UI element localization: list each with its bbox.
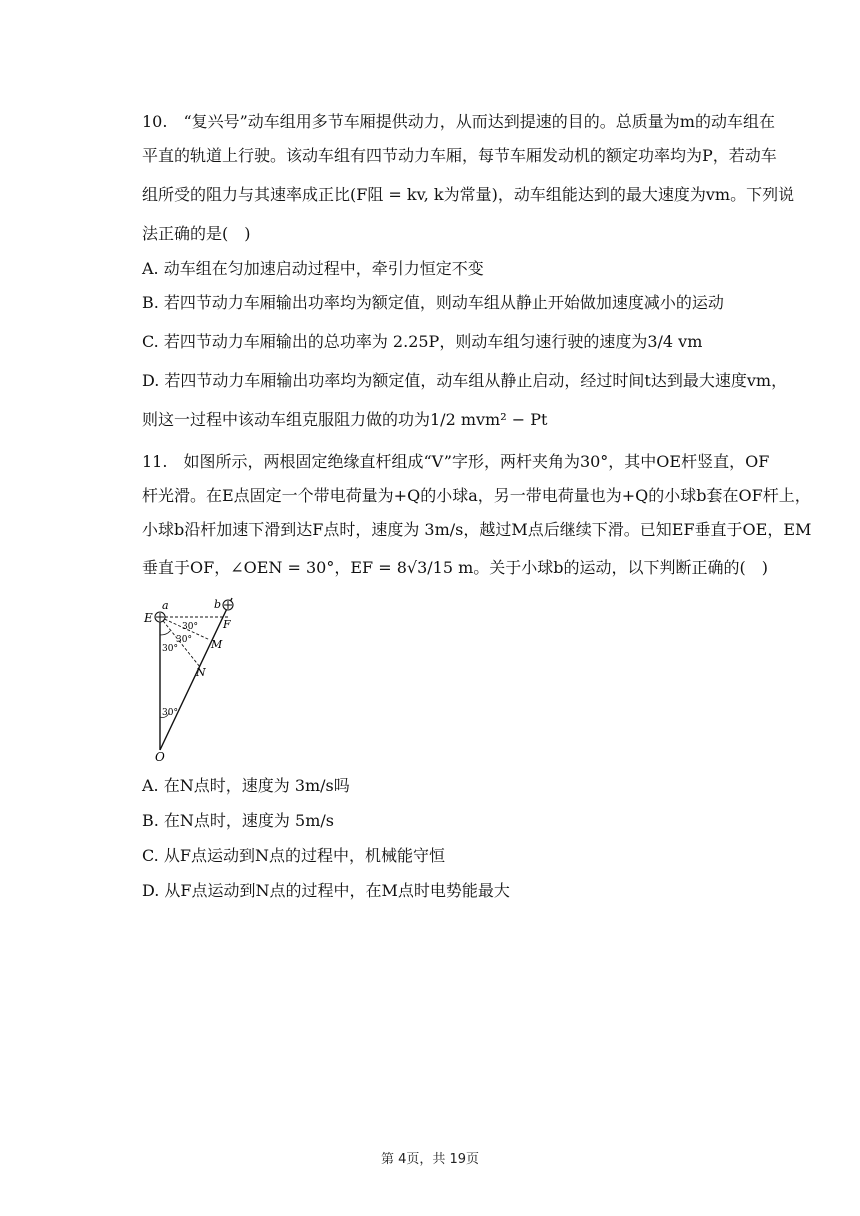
q10-line-2: 平直的轨道上行驶。该动车组有四节动力车厢，每节车厢发动机的额定功率均为P，若动车 (142, 146, 777, 165)
v-shaped-rods-figure (140, 595, 250, 765)
q10-line-1: 10. “复兴号”动车组用多节车厢提供动力，从而达到提速的目的。总质量为m的动车组在 (142, 112, 775, 131)
q10-option-a: A. 动车组在匀加速启动过程中，牵引力恒定不变 (142, 259, 484, 278)
q10-option-d-line-1: D. 若四节动力车厢输出功率均为额定值，动车组从静止启动，经过时间t达到最大速度vm， (142, 371, 788, 390)
angle-label-3: 30° (162, 644, 178, 654)
q10-option-c: C. 若四节动力车厢输出的总功率为 2.25P，则动车组匀速行驶的速度为3/4 vm (142, 332, 703, 351)
q11-option-d: D. 从F点运动到N点的过程中，在M点时电势能最大 (142, 881, 510, 900)
q10-line-3: 组所受的阻力与其速率成正比(F阻 = kv, k为常量)，动车组能达到的最大速度为vm。下列说 (142, 185, 795, 204)
q11-line-2: 杆光滑。在E点固定一个带电荷量为+Q的小球a，另一带电荷量也为+Q的小球b套在OF杆上， (142, 486, 811, 505)
q11-option-a: A. 在N点时，速度为 3m/s吗 (142, 776, 350, 795)
q10-option-b: B. 若四节动力车厢输出功率均为额定值，则动车组从静止开始做加速度减小的运动 (142, 293, 724, 312)
q11-line-4: 垂直于OF，∠OEN = 30°，EF = 8√3/15 m。关于小球b的运动，以下判断正确的( ) (142, 558, 769, 577)
angle-label-2: 30° (176, 635, 192, 645)
q11-option-c: C. 从F点运动到N点的过程中，机械能守恒 (142, 846, 445, 865)
label-a: a (162, 599, 169, 612)
page-number-footer: 第 4页，共 19页 (380, 1152, 480, 1167)
q11-line-1: 11. 如图所示，两根固定绝缘直杆组成“V”字形，两杆夹角为30°，其中OE杆竖直，OF (142, 452, 770, 471)
q11-line-3: 小球b沿杆加速下滑到达F点时，速度为 3m/s，越过M点后继续下滑。已知EF垂直于OE，EM (142, 520, 812, 539)
q10-line-4: 法正确的是( ) (142, 224, 251, 243)
angle-label-1: 30° (182, 622, 198, 632)
label-b: b (214, 598, 222, 611)
q10-option-d-line-2: 则这一过程中该动车组克服阻力做的功为1/2 mvm² − Pt (142, 410, 548, 429)
angle-label-4: 30° (162, 708, 178, 718)
label-f: F (223, 618, 231, 631)
label-m: M (211, 638, 223, 651)
q11-option-b: B. 在N点时，速度为 5m/s (142, 811, 334, 830)
label-e: E (144, 611, 153, 625)
label-n: N (196, 666, 206, 679)
label-o: O (155, 750, 165, 764)
